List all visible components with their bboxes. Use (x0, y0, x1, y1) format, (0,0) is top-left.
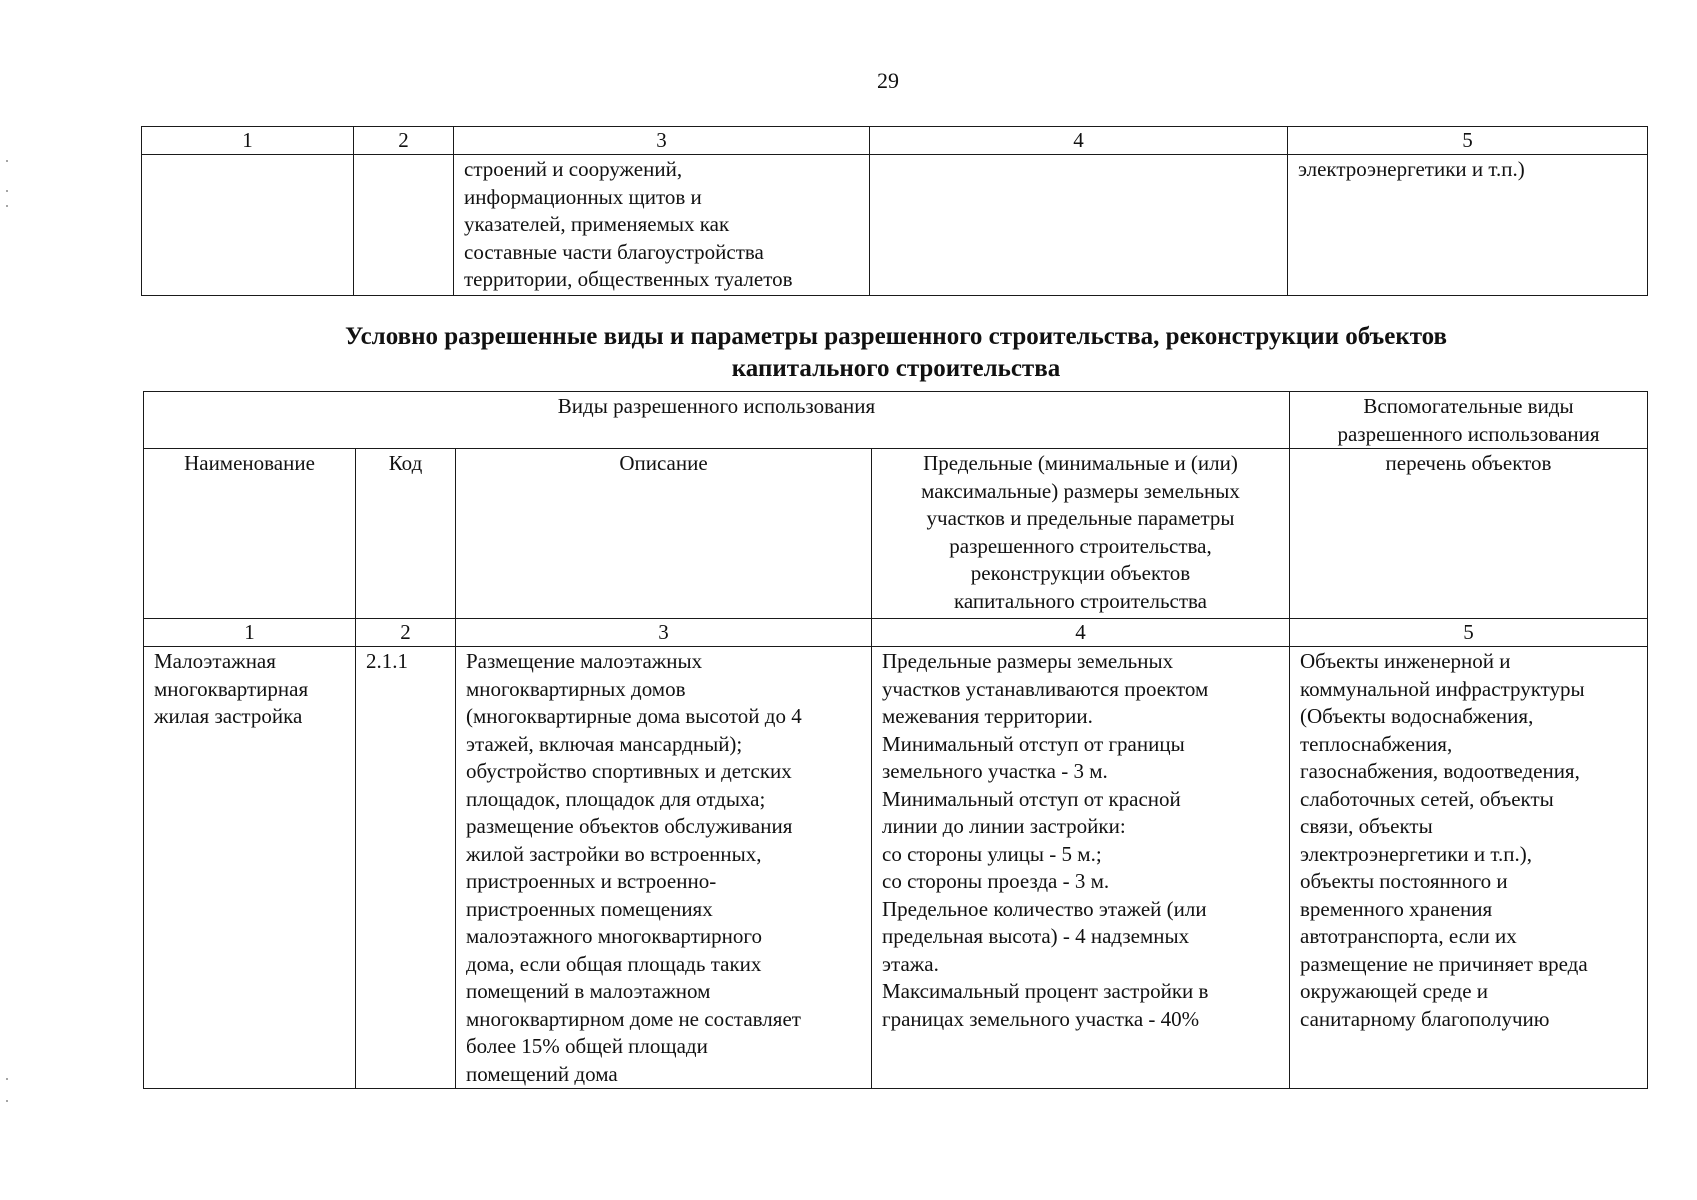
text-line: линии до линии застройки: (882, 814, 1126, 838)
text-line: разрешенного строительства, (949, 533, 1212, 558)
page-number: 29 (877, 68, 899, 93)
text-line: санитарному благополучию (1300, 1006, 1550, 1031)
cell-code (354, 155, 454, 296)
text-line: окружающей среде и (1300, 979, 1489, 1003)
scan-speck (6, 160, 8, 162)
text-line: предельная высота) - 4 надземных (882, 924, 1190, 948)
text-line: газоснабжения, водоотведения, (1300, 759, 1580, 783)
text-line: коммунальной инфраструктуры (1300, 676, 1585, 701)
text-line: со стороны проезда - 3 м. (882, 869, 1110, 893)
text-line: малоэтажного многоквартирного (466, 924, 762, 948)
column-number: 2 (354, 127, 454, 155)
text-line: разрешенного использования (1337, 421, 1600, 446)
cell-limits (872, 647, 1290, 1089)
column-number: 3 (456, 619, 872, 647)
text-line: составные части благоустройства (464, 239, 764, 264)
text-line: многоквартирном доме не составляет (466, 1006, 801, 1031)
text-line: обустройство спортивных и детских (466, 759, 792, 783)
scan-speck (6, 1100, 8, 1102)
text-line: указателей, применяемых как (464, 212, 730, 236)
column-number: 1 (142, 127, 354, 155)
text-line: Минимальный отступ от красной (882, 786, 1181, 811)
column-number-row (142, 127, 1648, 155)
text-line: этажа. (882, 951, 939, 976)
text-line: временного хранения (1300, 896, 1493, 921)
text-line: Малоэтажная (154, 649, 276, 673)
cell-objects (1290, 647, 1648, 1089)
section-title (141, 321, 1651, 385)
text-line: теплоснабжения, (1300, 731, 1453, 756)
text-line: объекты постоянного и (1300, 869, 1508, 893)
header-limits (872, 449, 1290, 619)
text-line: электроэнергетики и т.п.), (1300, 841, 1532, 866)
header-description: Описание (456, 449, 872, 619)
header-objects: перечень объектов (1290, 449, 1648, 619)
column-number-row (144, 619, 1648, 647)
text-line: реконструкции объектов (970, 561, 1191, 585)
scan-speck (6, 205, 8, 207)
column-header-row (144, 449, 1648, 619)
text-line: территории, общественных туалетов (464, 267, 793, 291)
text-line: (Объекты водоснабжения, (1300, 704, 1534, 728)
cell-objects (1288, 155, 1648, 296)
text-line: межевания территории. (882, 704, 1093, 728)
header-code: Код (356, 449, 456, 619)
text-line: размещение объектов обслуживания (466, 814, 793, 838)
text-line: размещение не причиняет вреда (1300, 951, 1588, 976)
group-header-aux (1290, 392, 1648, 449)
text-line: Объекты инженерной и (1300, 649, 1511, 673)
text-line: строений и сооружений, (464, 157, 683, 181)
text-line: (многоквартирные дома высотой до 4 (466, 704, 802, 728)
cell-description (454, 155, 870, 296)
section-title-line: капитального строительства (731, 355, 1061, 382)
column-number: 1 (144, 619, 356, 647)
text-line: слаботочных сетей, объекты (1300, 786, 1554, 811)
cell-code: 2.1.1 (356, 647, 456, 1089)
text-line: Предельные (минимальные и (или) (923, 451, 1238, 475)
text-line: Размещение малоэтажных (466, 649, 703, 673)
cell-description (456, 647, 872, 1089)
text-line: капитального строительства (954, 588, 1207, 613)
group-header-main: Виды разрешенного использования (144, 392, 1290, 449)
cell-name (144, 647, 356, 1089)
table-row (142, 155, 1648, 296)
text-line: более 15% общей площади (466, 1034, 708, 1058)
text-line: пристроенных помещениях (466, 896, 713, 921)
column-number: 4 (872, 619, 1290, 647)
text-line: этажей, включая мансардный); (466, 731, 743, 756)
column-number: 5 (1290, 619, 1648, 647)
text-line: Предельные размеры земельных (882, 649, 1174, 673)
text-line: автотранспорта, если их (1300, 924, 1517, 948)
scan-speck (6, 190, 8, 192)
text-line: Вспомогательные виды (1363, 394, 1574, 418)
text-line: со стороны улицы - 5 м.; (882, 841, 1102, 866)
header-name: Наименование (144, 449, 356, 619)
text-line: границах земельного участка - 40% (882, 1006, 1200, 1031)
group-header-row (144, 392, 1648, 449)
column-number: 4 (870, 127, 1288, 155)
text-line: дома, если общая площадь таких (466, 951, 762, 976)
table-row (144, 647, 1648, 1089)
text-line: информационных щитов и (464, 184, 702, 209)
text-line: электроэнергетики и т.п.) (1298, 157, 1525, 181)
scan-speck (6, 1078, 8, 1080)
text-line: участков устанавливаются проектом (882, 676, 1209, 701)
cell-name (142, 155, 354, 296)
text-line: многоквартирная (154, 676, 309, 701)
text-line: многоквартирных домов (466, 676, 686, 701)
column-number: 2 (356, 619, 456, 647)
text-line: Минимальный отступ от границы (882, 731, 1185, 756)
text-line: земельного участка - 3 м. (882, 759, 1108, 783)
cell-limits (870, 155, 1288, 296)
permitted-uses-table (143, 391, 1648, 1089)
text-line: пристроенных и встроенно- (466, 869, 717, 893)
text-line: жилой застройки во встроенных, (466, 841, 762, 866)
text-line: Максимальный процент застройки в (882, 979, 1209, 1003)
text-line: жилая застройка (154, 704, 303, 728)
text-line: связи, объекты (1300, 814, 1433, 838)
text-line: помещений дома (466, 1061, 618, 1086)
text-line: помещений в малоэтажном (466, 979, 711, 1003)
text-line: площадок, площадок для отдыха; (466, 786, 766, 811)
column-number: 5 (1288, 127, 1648, 155)
column-number: 3 (454, 127, 870, 155)
section-title-line: Условно разрешенные виды и параметры разрешенного строительства, реконструкции объектов (344, 323, 1448, 350)
text-line: участков и предельные параметры (926, 506, 1235, 530)
text-line: Предельное количество этажей (или (882, 896, 1207, 921)
text-line: максимальные) размеры земельных (921, 478, 1240, 503)
continuation-table (141, 126, 1648, 296)
